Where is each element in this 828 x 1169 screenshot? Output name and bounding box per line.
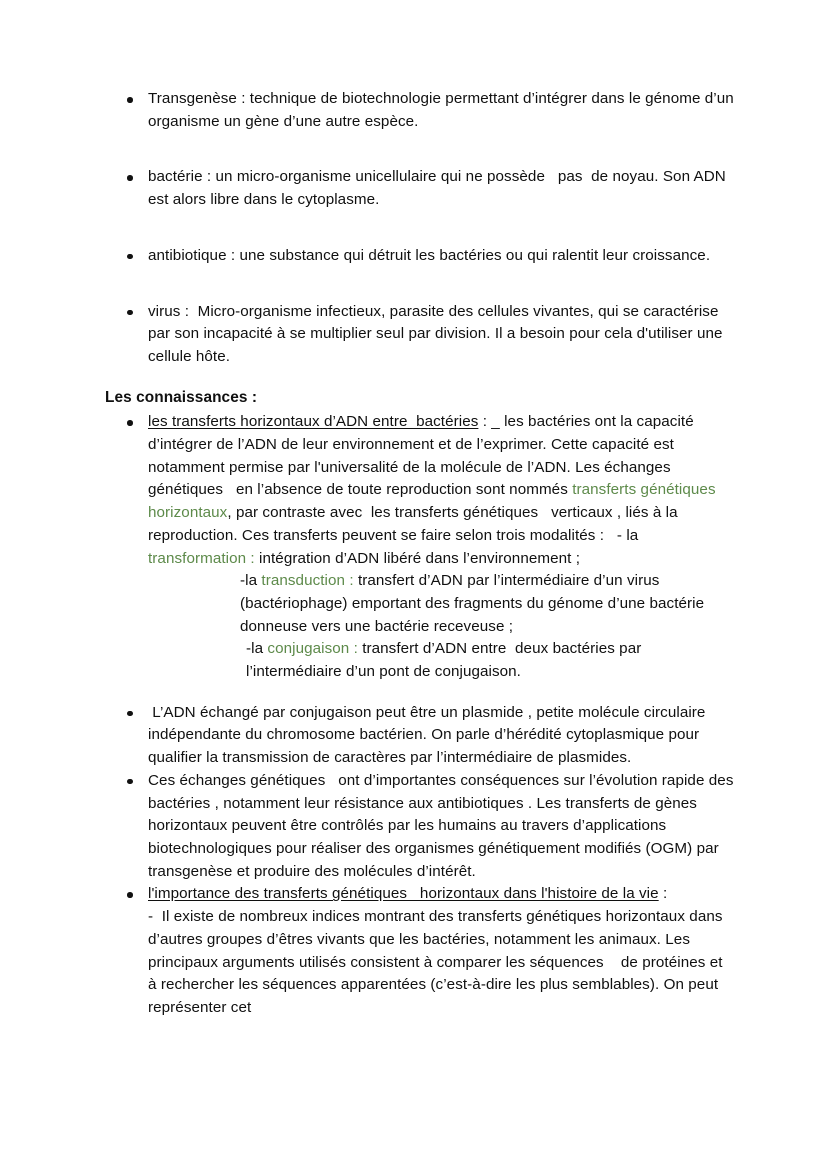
green-term-transduction: transduction :: [261, 572, 354, 590]
knowledge-item-1-mid-4: transfert d’ADN entre deux bactéries par l’intermédiaire d’un pont de conjugaison.: [246, 640, 646, 681]
green-term-transferts-genetiques-horizontaux: transferts génétiques horizontaux: [148, 481, 729, 522]
knowledge-item-4-paragraph: [148, 883, 735, 1019]
definition-antibiotique-text: antibiotique : une substance qui détruit les bactéries ou qui ralentit leur croissance.: [148, 246, 711, 264]
conjugaison-prefix: -la: [246, 640, 268, 658]
knowledge-item-1-paragraph: [148, 411, 735, 683]
green-term-transformation: transformation :: [148, 549, 255, 567]
list-item: [105, 301, 735, 369]
list-item: [105, 245, 735, 268]
knowledge-item-1-mid-3: transfert d’ADN par l’intermédiaire d’un virus (bactériophage) emportant des fragments du génome d’une bactérie donneuse vers une bactérie receveuse ;: [240, 572, 709, 635]
list-item: [105, 88, 739, 133]
transduction-prefix: -la: [240, 572, 262, 590]
knowledge-item-4-after-title: :: [658, 885, 668, 903]
knowledge-item-3-text: Ces échanges génétiques ont d’importantes conséquences sur l’évolution rapide des bactéries , notamment leur résistance aux antibiotiques . Les transferts de gènes horizontaux peuvent être contrôlés par les humains au travers d’applications biotechnologiques pour réaliser des organismes génétiquement modifiés (OGM) par transgenèse et produire des molécules d’intérêt.: [148, 771, 738, 880]
knowledge-item-1-conjugaison-line: [148, 638, 735, 683]
knowledge-item-1-mid-2: intégration d’ADN libéré dans l’environnement ;: [254, 549, 581, 567]
list-item: [105, 411, 735, 683]
section-heading-knowledge: Les connaissances :: [105, 388, 258, 406]
document-content: [105, 88, 739, 1020]
knowledge-item-1-title: les transferts horizontaux d’ADN entre bactéries: [148, 413, 479, 431]
knowledge-list: [105, 411, 738, 1019]
knowledge-item-1-after-title: : _ les bactéries ont la capacité d’intégrer de l’ADN de leur environnement et de l’exprimer. Cette capacité est notamment permise par l'universalité de la molécule de l’ADN. Les échanges génétiques en l’absence de toute reproduction sont nommés: [148, 413, 699, 499]
knowledge-item-4-title: l'importance des transferts génétiques horizontaux dans l'histoire de la vie: [148, 885, 659, 903]
list-item: [105, 883, 735, 1019]
knowledge-item-1-mid-1: , par contraste avec les transferts génétiques verticaux , liés à la reproduction. Ces transferts peuvent se faire selon trois modalités : - la: [148, 504, 682, 544]
knowledge-item-4-body: - Il existe de nombreux indices montrant des transferts génétiques horizontaux dans d’autres groupes d’êtres vivants que les bactéries, notamment les animaux. Les principaux arguments utilisés consistent à comparer les séquences de protéines et à rechercher les séquences apparentées (c’est-à-dire les plus semblables). On peut représenter cet: [148, 908, 727, 1016]
list-item: [105, 770, 738, 884]
definition-transgenese-text: Transgenèse : technique de biotechnologie permettant d’intégrer dans le génome d’un organisme un gène d’une autre espèce.: [148, 90, 739, 130]
list-item: [105, 166, 735, 211]
knowledge-item-1-transduction-line: [148, 570, 735, 638]
definition-virus-text: virus : Micro-organisme infectieux, parasite des cellules vivantes, qui se caractérise par son incapacité à se multiplier seul par division. Il a besoin pour cela d'utiliser une cellule hôte.: [148, 302, 727, 365]
list-item: [105, 702, 735, 770]
definitions-list: [105, 88, 739, 369]
knowledge-item-2-text: L’ADN échangé par conjugaison peut être un plasmide , petite molécule circulaire indépendante du chromosome bactérien. On parle d’hérédité cytoplasmique pour qualifier la transmission de caractères par l’intermédiaire de plasmides.: [148, 703, 710, 767]
definition-bacterie-text: bactérie : un micro-organisme unicellulaire qui ne possède pas de noyau. Son ADN est alors libre dans le cytoplasme.: [148, 168, 731, 209]
green-term-conjugaison: conjugaison :: [267, 640, 358, 658]
